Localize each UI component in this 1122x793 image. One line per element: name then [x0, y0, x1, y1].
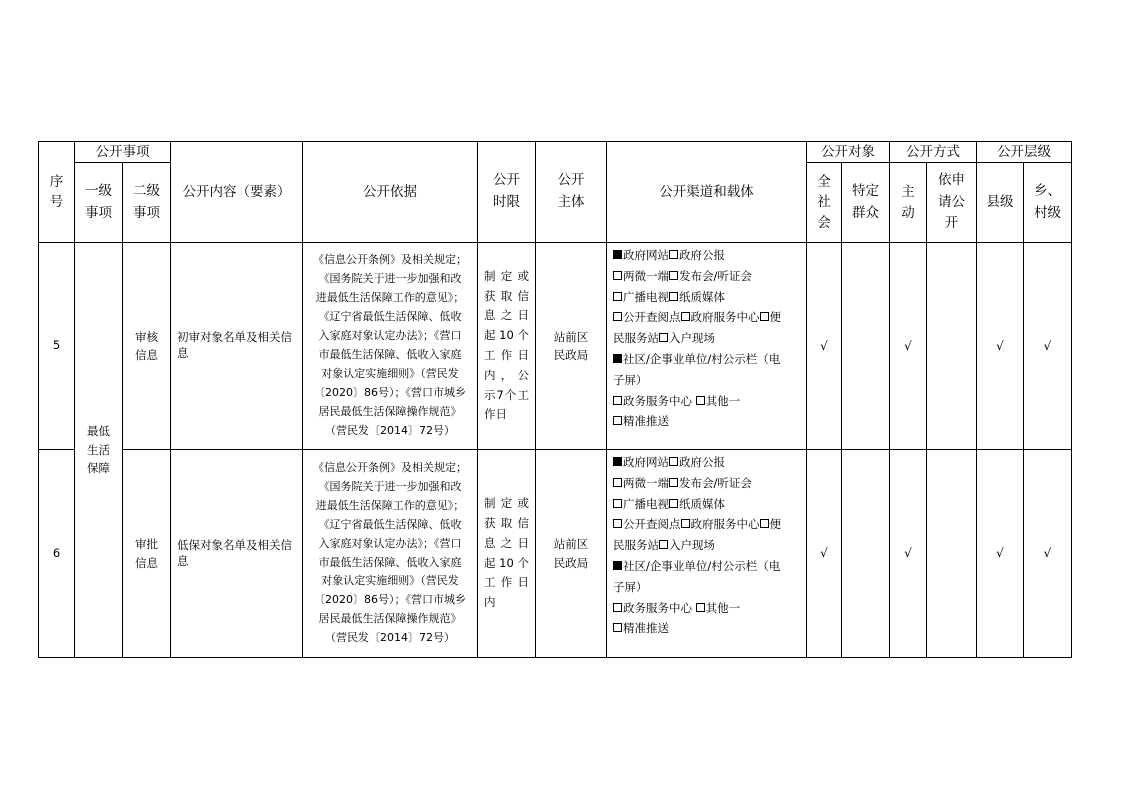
channel-label: 精准推送	[623, 414, 669, 429]
basis-line: 入家庭对象认定办法》；《营口	[318, 329, 462, 343]
channel-label: 发布会/听证会	[679, 475, 752, 490]
unchecked-box-icon	[613, 396, 622, 405]
header-subject: 公开主体	[536, 142, 607, 243]
header-whole-society: 全社会	[807, 163, 842, 243]
basis-line: 《国务院关于进一步加强和改	[318, 272, 462, 286]
channel-label: 两微一端	[623, 475, 669, 490]
checked-box-icon	[613, 354, 622, 363]
channel-line	[613, 473, 800, 494]
channel-line	[613, 307, 800, 328]
header-tier-group: 公开层级	[977, 142, 1072, 163]
check-county: √	[977, 243, 1024, 450]
header-county: 县级	[977, 163, 1024, 243]
table-row	[39, 450, 1072, 658]
basis-line: 对象认定实施细则》（营民发	[321, 574, 459, 588]
basis-line: 居民最低生活保障操作规范》	[318, 404, 462, 418]
header-matter-group: 公开事项	[75, 142, 171, 163]
header-level1: 一级事项	[75, 163, 123, 243]
row-time-limit: 制定或获取信息之日起10个工作日内，公示7个工作日	[478, 243, 536, 450]
header-method-group: 公开方式	[890, 142, 977, 163]
unchecked-box-icon	[659, 540, 668, 549]
unchecked-box-icon	[681, 312, 690, 321]
row-basis	[303, 243, 478, 450]
basis-line: 《辽宁省最低生活保障、低收	[318, 310, 462, 324]
unchecked-box-icon	[613, 292, 622, 301]
unchecked-box-icon	[613, 499, 622, 508]
unchecked-box-icon	[669, 250, 678, 259]
channel-label: 子屏）	[613, 579, 648, 594]
channel-line	[613, 391, 800, 412]
unchecked-box-icon	[669, 478, 678, 487]
row-subject: 站前区民政局	[536, 243, 607, 450]
channel-label: 广播电视	[623, 289, 669, 304]
channel-line	[613, 349, 800, 370]
channel-line	[613, 535, 800, 556]
channel-label: 广播电视	[623, 496, 669, 511]
channel-label: 民服务站	[613, 331, 659, 346]
row-channels	[607, 243, 807, 450]
unchecked-box-icon	[669, 271, 678, 280]
check-whole-society: √	[807, 243, 842, 450]
channel-label: 精准推送	[623, 621, 669, 636]
channel-line	[613, 245, 800, 266]
disclosure-table	[38, 141, 1072, 658]
channel-line	[613, 328, 800, 349]
basis-line: （营民发〔2014〕72号）	[325, 631, 455, 645]
basis-line: 市最低生活保障、低收入家庭	[318, 348, 462, 361]
unchecked-box-icon	[613, 519, 622, 528]
check-township: √	[1024, 450, 1072, 658]
check-county: √	[977, 450, 1024, 658]
channel-line	[613, 556, 800, 577]
unchecked-box-icon	[659, 333, 668, 342]
unchecked-box-icon	[613, 271, 622, 280]
basis-line: 市最低生活保障、低收入家庭	[318, 555, 462, 569]
row-basis	[303, 450, 478, 658]
channel-label: 社区/企事业单位/村公示栏（电	[623, 351, 781, 366]
unchecked-box-icon	[669, 499, 678, 508]
channel-line	[613, 494, 800, 515]
header-basis: 公开依据	[303, 142, 478, 243]
unchecked-box-icon	[613, 478, 622, 487]
channel-label: 公开查阅点	[623, 517, 681, 532]
channel-label: 政府公报	[679, 455, 725, 469]
channel-label: 纸质媒体	[679, 496, 725, 511]
channel-label: 政务服务中心	[623, 393, 696, 408]
channel-line	[613, 411, 800, 432]
channel-label: 其他一	[705, 600, 741, 615]
basis-line: 居民最低生活保障操作规范》	[318, 612, 462, 626]
unchecked-box-icon	[760, 312, 769, 321]
header-on-request: 依申请公开	[927, 163, 977, 243]
channel-label: 两微一端	[623, 268, 669, 283]
row-seq: 6	[39, 450, 75, 658]
unchecked-box-icon	[696, 603, 705, 612]
check-active: √	[890, 243, 927, 450]
row-level2: 审核信息	[123, 243, 171, 450]
header-level2: 二级事项	[123, 163, 171, 243]
channel-label: 政府网站	[623, 455, 669, 469]
header-time-limit: 公开时限	[478, 142, 536, 243]
unchecked-box-icon	[696, 396, 705, 405]
channel-label: 子屏）	[613, 372, 648, 387]
basis-line: 〔2020〕86号）；《营口市城乡	[314, 385, 466, 399]
channel-label: 社区/企事业单位/村公示栏（电	[623, 558, 781, 573]
channel-label: 入户现场	[669, 538, 715, 553]
channel-line	[613, 370, 800, 391]
check-on-request	[927, 450, 977, 658]
checked-box-icon	[613, 250, 622, 259]
row-level2: 审批信息	[123, 450, 171, 658]
channel-label: 纸质媒体	[679, 289, 725, 304]
basis-line: 进最低生活保障工作的意见》；	[315, 498, 465, 512]
channel-line	[613, 287, 800, 308]
header-active: 主动	[890, 163, 927, 243]
header-row-top	[39, 142, 1072, 163]
channel-label: 政务服务中心	[623, 600, 696, 615]
unchecked-box-icon	[760, 519, 769, 528]
channel-label: 发布会/听证会	[679, 268, 752, 283]
basis-line: 对象认定实施细则》（营民发	[321, 366, 459, 380]
basis-line: 《信息公开条例》及相关规定；	[313, 253, 467, 267]
channel-label: 政府公报	[679, 248, 725, 262]
channel-line	[613, 598, 800, 619]
check-township: √	[1024, 243, 1072, 450]
row-subject: 站前区民政局	[536, 450, 607, 658]
unchecked-box-icon	[669, 457, 678, 466]
level1-item: 最低生活保障	[75, 243, 123, 658]
unchecked-box-icon	[613, 416, 622, 425]
header-content: 公开内容（要素）	[171, 142, 303, 243]
channel-label: 其他一	[705, 393, 741, 408]
header-township: 乡、村级	[1024, 163, 1072, 243]
table-row	[39, 243, 1072, 450]
channel-label: 公开查阅点	[623, 310, 681, 325]
checked-box-icon	[613, 457, 622, 466]
channel-line	[613, 618, 800, 639]
unchecked-box-icon	[613, 603, 622, 612]
basis-line: （营民发〔2014〕72号）	[325, 423, 455, 437]
basis-line: 〔2020〕86号）；《营口市城乡	[314, 593, 466, 607]
basis-line: 入家庭对象认定办法》；《营口	[318, 536, 462, 550]
channel-line	[613, 514, 800, 535]
channel-line	[613, 577, 800, 598]
check-specific-groups	[842, 450, 890, 658]
basis-line: 《国务院关于进一步加强和改	[318, 479, 462, 493]
channel-line	[613, 452, 800, 473]
channel-label: 便	[769, 310, 781, 325]
unchecked-box-icon	[613, 312, 622, 321]
check-on-request	[927, 243, 977, 450]
row-channels	[607, 450, 807, 658]
header-target-group: 公开对象	[807, 142, 890, 163]
unchecked-box-icon	[669, 292, 678, 301]
checked-box-icon	[613, 561, 622, 570]
row-content: 初审对象名单及相关信息	[171, 243, 303, 450]
header-channels: 公开渠道和载体	[607, 142, 807, 243]
row-time-limit: 制定或获取信息之日起10个工作日内	[478, 450, 536, 658]
channel-label: 入户现场	[669, 331, 715, 346]
channel-label: 政府网站	[623, 248, 669, 262]
channel-line	[613, 266, 800, 287]
check-whole-society: √	[807, 450, 842, 658]
row-content: 低保对象名单及相关信息	[171, 450, 303, 658]
row-seq: 5	[39, 243, 75, 450]
unchecked-box-icon	[681, 519, 690, 528]
header-seq: 序号	[39, 142, 75, 243]
channel-label: 政府服务中心	[690, 310, 760, 325]
channel-label: 便	[769, 517, 781, 532]
basis-line: 《辽宁省最低生活保障、低收	[318, 517, 462, 531]
basis-line: 进最低生活保障工作的意见》；	[315, 291, 465, 305]
check-specific-groups	[842, 243, 890, 450]
header-specific-groups: 特定群众	[842, 163, 890, 243]
channel-label: 民服务站	[613, 538, 659, 553]
unchecked-box-icon	[613, 623, 622, 632]
channel-label: 政府服务中心	[690, 517, 760, 532]
basis-line: 《信息公开条例》及相关规定；	[313, 460, 467, 474]
check-active: √	[890, 450, 927, 658]
